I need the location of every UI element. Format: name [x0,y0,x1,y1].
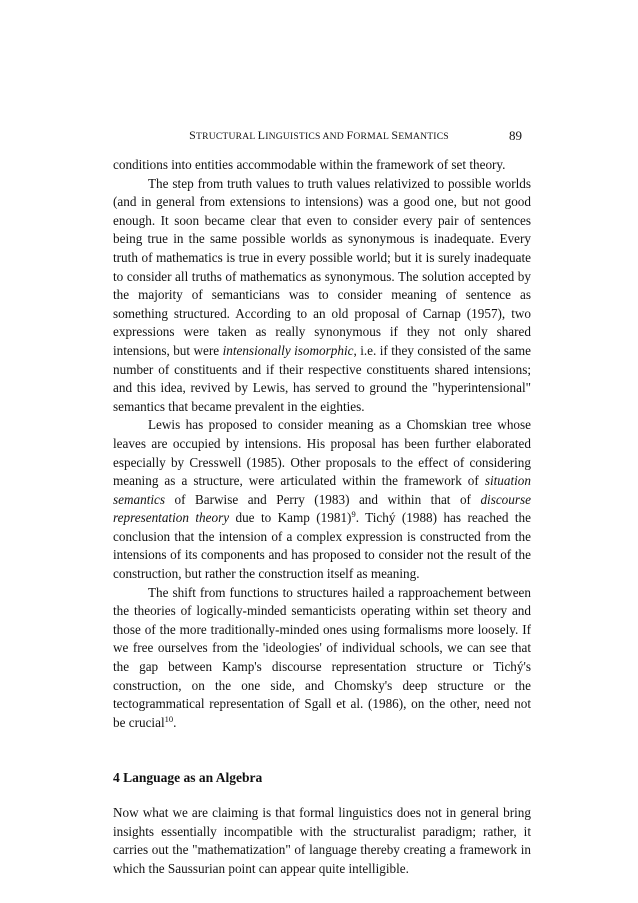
running-title-word: STRUCTURAL [189,128,258,142]
running-title-word: LINGUISTICS AND [257,128,347,142]
page-number: 89 [509,128,522,143]
italic-term: intensionally isomorphic [222,342,354,358]
page-header [0,128,638,144]
body-paragraph [113,804,531,878]
text-run: due to Kamp (1981) [229,510,352,526]
section-paragraphs [113,804,531,878]
text-run: The shift from functions to structures hailed a rapproachement between the theories of logically-minded semanticists operating within set theory and those of the more traditionally-minded ones using formalisms more loosely. If we free ourselves from the 'ideologies' of individual schools, we can see that the gap between Kamp's discourse representation structure or Tichý's construction, on the one side, and Chomsky's deep structure or the tectogrammatical representation of Sgall et al. (1986), on the other, need not be crucial [113,584,531,730]
italic-term: situation semantics [113,473,531,507]
section-heading: 4 Language as an Algebra [113,770,263,786]
running-title-word: SEMANTICS [391,128,449,142]
text-run: . Tichý (1988) has reached the conclusion that the intension of a complex expression is constructed from the intensions of its components and has proposed to consider not the result of the construction, but rather the construction itself as meaning. [113,510,531,582]
italic-term: discourse representation theory [113,491,531,526]
text-run: Now what we are claiming is that formal linguistics does not in general bring insights essentially incompatible with the structuralist paradigm; rather, it carries out the "mathematization" of language thereby creating a framework in which the Saussurian point can appear quite intelligible. [113,805,531,876]
body-paragraph [113,416,531,583]
footnote-marker: 10 [164,713,174,724]
body-paragraph [113,156,531,175]
footnote-marker: 9 [351,509,356,520]
text-run: Lewis has proposed to consider meaning as a Chomskian tree whose leaves are occupied by intensions. His proposal has been further elaborated especially by Cresswell (1985). Other proposals to the effect of considering meaning as a structure, were articulated within the framework of [113,417,531,489]
text-run: . [173,714,177,730]
body-paragraph [113,584,531,733]
running-title-word: FORMAL [346,128,392,142]
running-title [0,128,638,143]
text-run: conditions into entities accommodable within the framework of set theory. [113,157,506,172]
page-body [113,156,531,878]
text-run: , i.e. if they consisted of the same number of constituents and if their respective constituents shared intensions; and this idea, revived by Lewis, has served to ground the "hyperintensional" semantics that became prevalent in the eighties. [113,342,531,414]
text-run: of Barwise and Perry (1983) and within that of [165,491,481,507]
body-paragraph [113,175,531,417]
text-run: The step from truth values to truth values relativized to possible worlds (and in general from extensions to intensions) was a good one, but not good enough. It soon became clear that even to consider every pair of sentences being true in the same possible worlds as synonymous is inadequate. Every truth of mathematics is true in every possible world; but it is surely inadequate to consider all truths of mathematics as synonymous. The solution accepted by the majority of semanticians was to consider meaning of sentence as something structured. According to an old proposal of Carnap (1957), two expressions were taken as really synonymous if they not only shared intensions, but were [113,175,531,358]
body-paragraphs [113,156,531,732]
